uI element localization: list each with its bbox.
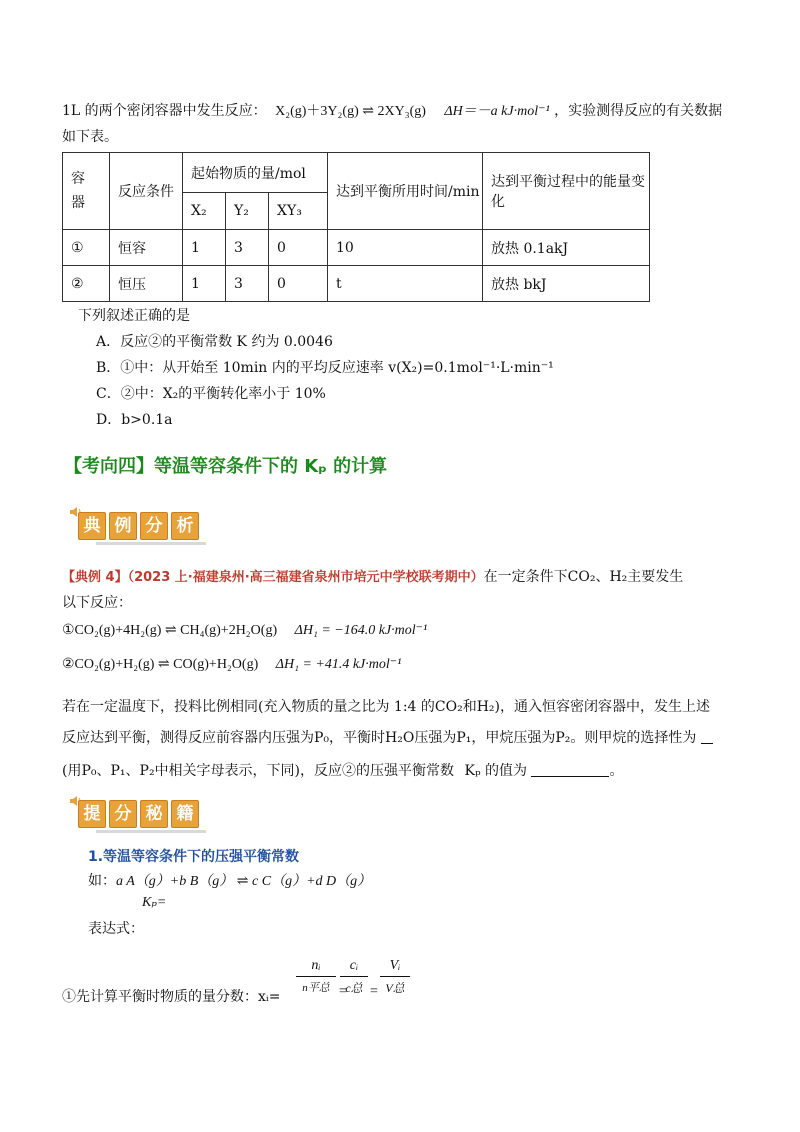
banner-underline bbox=[96, 830, 206, 833]
header-xy3: XY₃ bbox=[269, 193, 328, 230]
example-banner bbox=[78, 512, 202, 542]
example-source: （2023 上·福建泉州·高三福建省泉州市培元中学校联考期中） bbox=[127, 570, 484, 585]
banner-char: 提 bbox=[78, 800, 106, 828]
table-row bbox=[63, 266, 650, 302]
data-table bbox=[62, 152, 650, 302]
fraction-1 bbox=[296, 958, 336, 995]
example-text-2: 以下反应： bbox=[62, 595, 132, 611]
example-para-1: 若在一定温度下，投料比例相同(充入物质的量之比为 1:4 的CO₂和H₂)，通入恒容密闭容器中，发生上述 bbox=[62, 699, 710, 715]
example-label: 【典例 4】 bbox=[62, 570, 128, 585]
equals-sign: = bbox=[339, 984, 347, 999]
option-d: D．b>0.1a bbox=[96, 412, 173, 428]
reaction-1 bbox=[62, 622, 427, 639]
header-y2: Y₂ bbox=[226, 193, 269, 230]
example-text-1: 在一定条件下CO₂、H₂主要发生 bbox=[483, 569, 684, 585]
example-para-3c: 。 bbox=[609, 763, 624, 779]
reaction-1-enthalpy: ΔH₁ = −164.0 kJ·mol⁻¹ bbox=[294, 623, 428, 638]
fraction-2-denominator: c总 bbox=[345, 981, 363, 995]
option-a: A．反应②的平衡常数 K 约为 0.0046 bbox=[96, 334, 333, 350]
example-heading bbox=[62, 566, 683, 586]
kp-label: Kₚ= bbox=[142, 895, 167, 910]
row-xy3: 0 bbox=[269, 266, 328, 302]
banner-char: 籍 bbox=[171, 800, 199, 828]
table-row bbox=[63, 230, 650, 266]
answer-blank-kp[interactable] bbox=[531, 762, 609, 777]
reaction-2-equation: ②CO₂(g)+H₂(g) ⇌ CO(g)+H₂O(g) bbox=[62, 657, 259, 672]
header-x2: X₂ bbox=[183, 193, 226, 230]
fraction-3 bbox=[380, 958, 410, 996]
option-b: B．①中：从开始至 10min 内的平均反应速率 v(X₂)=0.1mol⁻¹·L·min⁻¹ bbox=[96, 360, 554, 376]
fraction-2-numerator: cᵢ bbox=[340, 958, 368, 977]
banner-underline bbox=[96, 542, 206, 545]
header-energy: 达到平衡过程中的能量变化 bbox=[483, 153, 650, 230]
answer-blank-selectivity[interactable] bbox=[701, 729, 713, 744]
intro-suffix: ，实验测得反应的有关数据 bbox=[554, 103, 723, 119]
row-x2: 1 bbox=[183, 266, 226, 302]
row-time: t bbox=[328, 266, 483, 302]
intro-line-1 bbox=[62, 100, 722, 120]
fraction-3-denominator: V总 bbox=[385, 981, 405, 995]
row-xy3: 0 bbox=[269, 230, 328, 266]
tips-eq: a A（g）+b B（g） ⇌ c C（g）+d D（g） bbox=[116, 874, 372, 889]
row-id: ① bbox=[63, 230, 110, 266]
reaction-2 bbox=[62, 656, 401, 673]
example-para-3 bbox=[62, 760, 623, 780]
row-time: 10 bbox=[328, 230, 483, 266]
banner-char: 分 bbox=[109, 800, 137, 828]
header-container-text: 容器 bbox=[71, 171, 85, 211]
fraction-1-denominator: n平总 bbox=[302, 982, 330, 994]
row-id: ② bbox=[63, 266, 110, 302]
question-stem: 下列叙述正确的是 bbox=[78, 308, 190, 324]
banner-char: 析 bbox=[171, 512, 199, 540]
row-y2: 3 bbox=[226, 230, 269, 266]
tips-equation bbox=[88, 870, 371, 890]
banner-char: 分 bbox=[140, 512, 168, 540]
row-condition: 恒压 bbox=[110, 266, 183, 302]
header-condition: 反应条件 bbox=[110, 153, 183, 230]
option-c: C．②中：X₂的平衡转化率小于 10% bbox=[96, 386, 326, 402]
example-para-3a: (用P₀、P₁、P₂中相关字母表示，下同)，反应②的压强平衡常数 bbox=[62, 763, 455, 779]
banner-char: 典 bbox=[78, 512, 106, 540]
header-time: 达到平衡所用时间/min bbox=[328, 153, 483, 230]
fraction-2 bbox=[340, 958, 368, 996]
tips-banner bbox=[78, 800, 202, 830]
intro-line-2: 如下表。 bbox=[62, 129, 118, 145]
enthalpy-change: ΔH＝－a kJ·mol⁻¹ bbox=[444, 104, 550, 119]
expression-label: 表达式： bbox=[88, 921, 144, 937]
row-energy: 放热 bkJ bbox=[483, 266, 650, 302]
tips-title: 1.等温等容条件下的压强平衡常数 bbox=[88, 849, 300, 865]
reaction-1-equation: ①CO₂(g)+4H₂(g) ⇌ CH₄(g)+2H₂O(g) bbox=[62, 623, 278, 638]
banner-char: 例 bbox=[109, 512, 137, 540]
reaction-2-enthalpy: ΔH₁ = +41.4 kJ·mol⁻¹ bbox=[275, 657, 402, 672]
section-heading: 【考向四】等温等容条件下的 Kₚ 的计算 bbox=[64, 456, 388, 477]
intro-prefix: 1L 的两个密闭容器中发生反应： bbox=[62, 103, 267, 119]
tips-eq-prefix: 如： bbox=[88, 873, 116, 889]
example-para-3b: Kₚ 的值为 bbox=[464, 763, 527, 779]
banner-char: 秘 bbox=[140, 800, 168, 828]
equals-sign: = bbox=[370, 984, 378, 999]
header-container bbox=[63, 153, 110, 230]
row-energy: 放热 0.1akJ bbox=[483, 230, 650, 266]
row-y2: 3 bbox=[226, 266, 269, 302]
reaction-equation: X₂(g)＋3Y₂(g) ⇌ 2XY₃(g) bbox=[275, 104, 426, 119]
example-para-2-text: 反应达到平衡，测得反应前容器内压强为P₀，平衡时H₂O压强为P₁，甲烷压强为P₂。则甲烷的选择性为 bbox=[62, 730, 697, 746]
row-condition: 恒容 bbox=[110, 230, 183, 266]
step-1-text: ①先计算平衡时物质的量分数：xᵢ= bbox=[62, 989, 281, 1005]
header-start-amount: 起始物质的量/mol bbox=[183, 153, 328, 193]
fraction-3-numerator: Vᵢ bbox=[380, 958, 410, 977]
fraction-1-numerator: nᵢ bbox=[296, 958, 336, 977]
example-para-2 bbox=[62, 727, 713, 747]
row-x2: 1 bbox=[183, 230, 226, 266]
